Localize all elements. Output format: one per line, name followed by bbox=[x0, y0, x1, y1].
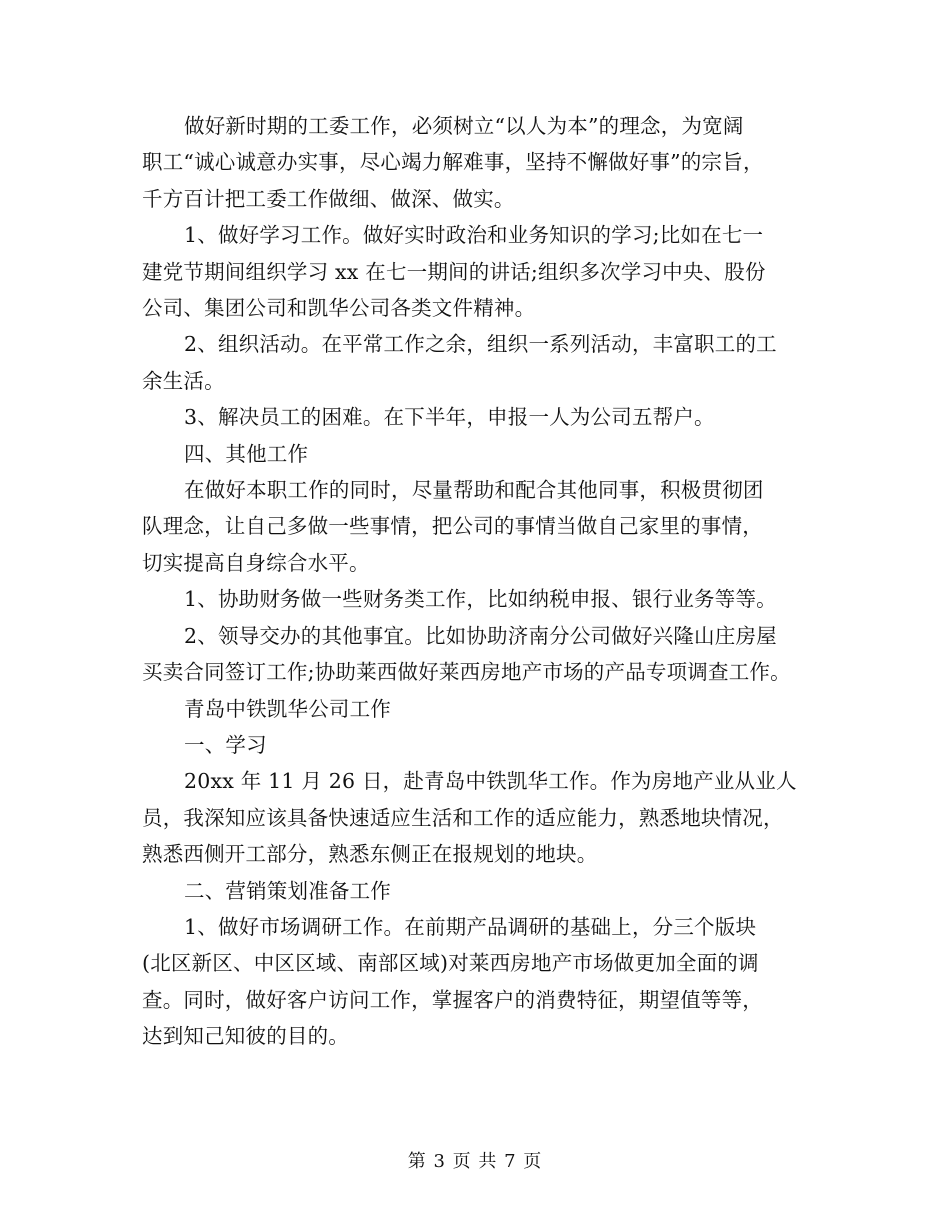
paragraph-other-work: 在做好本职工作的同时，尽量帮助和配合其他同事，积极贯彻团 队理念，让自己多做一些事情，把公司的事情当做自己家里的事情， 切实提高自身综合水平。 bbox=[142, 478, 764, 575]
paragraph-organize-activities: 2、组织活动。在平常工作之余，组织一系列活动，丰富职工的工 余生活。 bbox=[142, 332, 777, 393]
paragraph-study-work: 1、做好学习工作。做好实时政治和业务知识的学习;比如在七一 建党节期间组织学习 xx 在七一期间的讲话;组织多次学习中央、股份 公司、集团公司和凯华公司各类文件精神。 bbox=[142, 223, 766, 321]
paragraph-leader-assigned: 2、领导交办的其他事宜。比如协助济南分公司做好兴隆山庄房屋 买卖合同签订工作;协助莱西做好莱西房地产市场的产品专项调查工作。 bbox=[142, 623, 791, 685]
paragraph-assist-finance: 1、协助财务做一些财务类工作，比如纳税申报、银行业务等等。 bbox=[184, 587, 777, 612]
section-heading-study: 一、学习 bbox=[184, 732, 267, 757]
paragraph-market-research: 1、做好市场调研工作。在前期产品调研的基础上，分三个版块 (北区新区、中区区域、南部区域)对莱西房地产市场做更加全面的调 查。同时，做好客户访问工作，掌握客户的消费特征，期望值等等， 达到知己知彼的目的。 bbox=[142, 914, 763, 1049]
paragraph-solve-difficulties: 3、解决员工的困难。在下半年，申报一人为公司五帮户。 bbox=[184, 405, 715, 430]
section-heading-qingdao: 青岛中铁凯华公司工作 bbox=[184, 696, 391, 721]
paragraph-qingdao-arrival: 20xx 年 11 月 26 日，赴青岛中铁凯华工作。作为房地产业从业人 员，我深知应该具备快速适应生活和工作的适应能力，熟悉地块情况， 熟悉西侧开工部分，熟悉东侧正在报规划的地块。 bbox=[142, 769, 797, 867]
section-heading-other-work: 四、其他工作 bbox=[184, 441, 309, 466]
section-heading-marketing: 二、营销策划准备工作 bbox=[184, 878, 391, 903]
document-body bbox=[142, 108, 822, 1055]
page-number-footer: 第 3 页 共 7 页 bbox=[407, 1151, 543, 1172]
paragraph-intro: 做好新时期的工委工作，必须树立“以人为本”的理念，为宽阔 职工“诚心诚意办实事，尽心竭力解难事，坚持不懈做好事”的宗旨， 千方百计把工委工作做细、做深、做实。 bbox=[142, 114, 764, 211]
